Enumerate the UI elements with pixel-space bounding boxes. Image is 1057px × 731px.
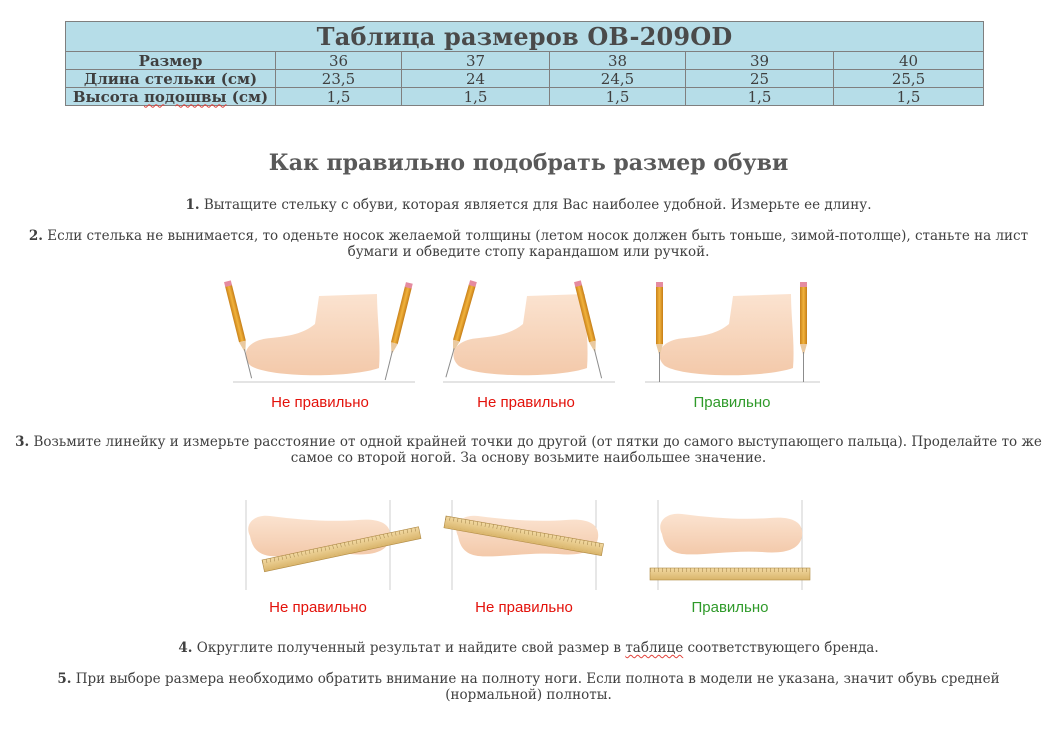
table-row [66, 52, 984, 70]
foot-scene-1 [224, 280, 415, 382]
ruler-caption-wrong-1: Не правильно [269, 599, 367, 616]
table-cell: 40 [834, 52, 984, 70]
table-cell: 1,5 [276, 88, 402, 106]
table-cell: 1,5 [550, 88, 686, 106]
table-cell: 1,5 [402, 88, 550, 106]
step-text-squiggle: таблице [625, 640, 684, 656]
pencil-caption-right: Правильно [693, 394, 771, 411]
step-text: Вытащите стельку с обуви, которая является для Вас наиболее удобной. Измерьте ее длину. [199, 197, 872, 213]
table-cell: 1,5 [834, 88, 984, 106]
table-cell: 25,5 [834, 70, 984, 88]
step-number: 1. [185, 197, 200, 213]
step-number: 4. [178, 640, 193, 656]
step-1 [0, 197, 1057, 213]
pencil-tracing-illustration [215, 280, 835, 390]
guide-heading: Как правильно подобрать размер обуви [268, 150, 789, 176]
row-label-part: (см) [226, 87, 269, 106]
step-text: Возьмите линейку и измерьте расстояние от одной крайней точки до другой (от пятки до самого выступающего пальца). Проделайте то же самое со второй ногой. За основу возьмите наибольшее значение. [29, 434, 1042, 466]
pencil-caption-wrong-2: Не правильно [477, 394, 575, 411]
table-row [66, 70, 984, 88]
row-label-insole-length: Длина стельки (см) [66, 70, 276, 88]
table-cell: 24,5 [550, 70, 686, 88]
ruler-measuring-illustration [240, 498, 820, 592]
ruler-scene-3 [650, 500, 810, 590]
step-3 [12, 434, 1045, 466]
foot-scene-3 [645, 282, 820, 382]
row-label-size: Размер [66, 52, 276, 70]
row-label-part: Высота [72, 87, 144, 106]
step-text: Округлите полученный результат и найдите свой размер в [192, 640, 626, 656]
table-cell: 23,5 [276, 70, 402, 88]
table-cell: 38 [550, 52, 686, 70]
size-table-title: Таблица размеров OB-209OD [66, 22, 984, 52]
row-label-part-squiggle: подошвы [143, 87, 227, 106]
ruler-caption-wrong-2: Не правильно [475, 599, 573, 616]
table-cell: 39 [686, 52, 834, 70]
step-text: соответствующего бренда. [683, 640, 879, 656]
foot-scene-2 [443, 280, 615, 382]
step-text: Если стелька не вынимается, то оденьте носок желаемой толщины (летом носок должен быть тоньше, зимой-потолще), станьте на лист бумаги и обведите стопу карандашом или ручкой. [42, 228, 1029, 260]
table-cell: 24 [402, 70, 550, 88]
step-2 [12, 228, 1045, 260]
ruler-scene-2 [444, 500, 604, 590]
pencil-caption-wrong-1: Не правильно [271, 394, 369, 411]
step-4 [0, 640, 1057, 656]
table-cell: 36 [276, 52, 402, 70]
step-number: 5. [57, 671, 72, 687]
step-5 [40, 671, 1017, 703]
step-text: При выборе размера необходимо обратить внимание на полноту ноги. Если полнота в модели не указана, значит обувь средней (нормальной) полноты. [71, 671, 1000, 703]
row-label-sole-height [66, 88, 276, 106]
step-number: 3. [15, 434, 30, 450]
ruler-caption-right: Правильно [691, 599, 769, 616]
table-cell: 25 [686, 70, 834, 88]
size-table [65, 21, 984, 106]
ruler-scene-1 [246, 500, 421, 590]
step-number: 2. [28, 228, 43, 244]
table-cell: 37 [402, 52, 550, 70]
table-row [66, 88, 984, 106]
table-cell: 1,5 [686, 88, 834, 106]
